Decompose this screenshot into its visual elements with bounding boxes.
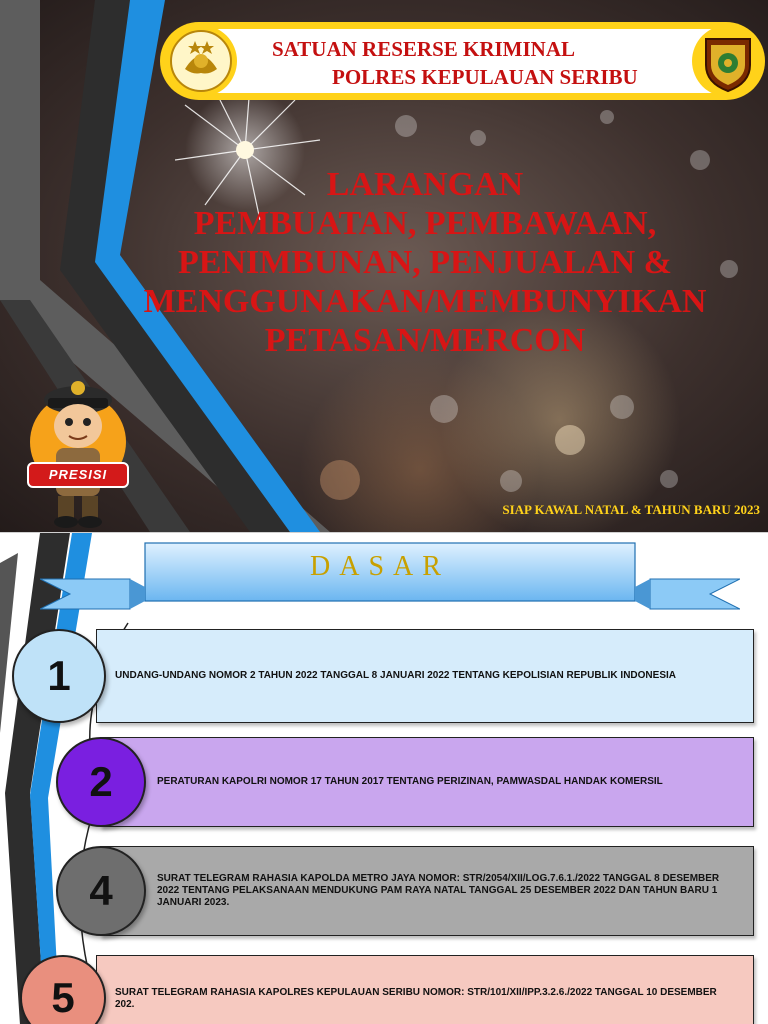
main-title xyxy=(120,165,730,360)
dasar-item-number: 1 xyxy=(12,629,106,723)
polda-metro-jaya-logo xyxy=(692,25,764,97)
dasar-item-box xyxy=(96,629,754,723)
dasar-item-box xyxy=(100,846,754,936)
bokeh-light xyxy=(470,130,486,146)
dasar-slide xyxy=(0,532,768,1024)
title-line: LARANGAN xyxy=(326,166,524,203)
bokeh-light xyxy=(555,425,585,455)
dasar-item-text: PERATURAN KAPOLRI NOMOR 17 TAHUN 2017 TENTANG PERIZINAN, PAMWASDAL HANDAK KOMERSIL xyxy=(157,776,663,787)
dasar-item-text: SURAT TELEGRAM RAHASIA KAPOLDA METRO JAYA NOMOR: STR/2054/XII/LOG.7.6.1./2022 TANGGAL 8 DESEMBER 2022 TENTANG PELAKSANAAN MENDUKUNG PAM RAYA NATAL TANGGAL 25 DESEMBER 2022 DAN TAHUN BARU 1 JANUARI 2023. xyxy=(157,873,720,908)
title-line: PETASAN/MERCON xyxy=(264,322,586,359)
header-precinct-name: POLRES KEPULAUAN SERIBU xyxy=(332,65,638,89)
header-banner xyxy=(160,22,765,100)
bokeh-light xyxy=(430,395,458,423)
bokeh-light xyxy=(610,395,634,419)
dasar-item-number: 5 xyxy=(20,955,106,1024)
dasar-title: DASAR xyxy=(310,551,450,582)
police-mascot-illustration xyxy=(22,360,134,530)
bokeh-light xyxy=(600,110,614,124)
police-emblem-icon xyxy=(165,25,237,97)
tagline-text: SIAP KAWAL NATAL & TAHUN BARU 2023 xyxy=(502,502,760,517)
police-emblem-logo xyxy=(165,25,237,97)
bokeh-light xyxy=(500,470,522,492)
dasar-item-text: SURAT TELEGRAM RAHASIA KAPOLRES KEPULAUAN SERIBU NOMOR: STR/101/XII/IPP.3.2.6./2022 TANGGAL 10 DESEMBER 202. xyxy=(115,987,717,1010)
dasar-item-box xyxy=(100,737,754,827)
dasar-item-number: 2 xyxy=(56,737,146,827)
header-unit-name: SATUAN RESERSE KRIMINAL xyxy=(272,37,576,61)
title-line: PEMBUATAN, PEMBAWAAN, xyxy=(193,205,657,242)
dasar-item-number: 4 xyxy=(56,846,146,936)
shield-badge-icon xyxy=(692,25,764,97)
dasar-item-box xyxy=(96,955,754,1024)
presisi-badge: PRESISI xyxy=(27,462,129,488)
title-line: PENIMBUNAN, PENJUALAN & xyxy=(178,244,672,281)
header-banner-inner xyxy=(172,29,753,93)
bokeh-light xyxy=(395,115,417,137)
title-line: MENGGUNAKAN/MEMBUNYIKAN xyxy=(143,283,707,320)
dasar-item-text: UNDANG-UNDANG NOMOR 2 TAHUN 2022 TANGGAL 8 JANUARI 2022 TENTANG KEPOLISIAN REPUBLIK INDONESIA xyxy=(115,670,676,681)
bokeh-light xyxy=(660,470,678,488)
